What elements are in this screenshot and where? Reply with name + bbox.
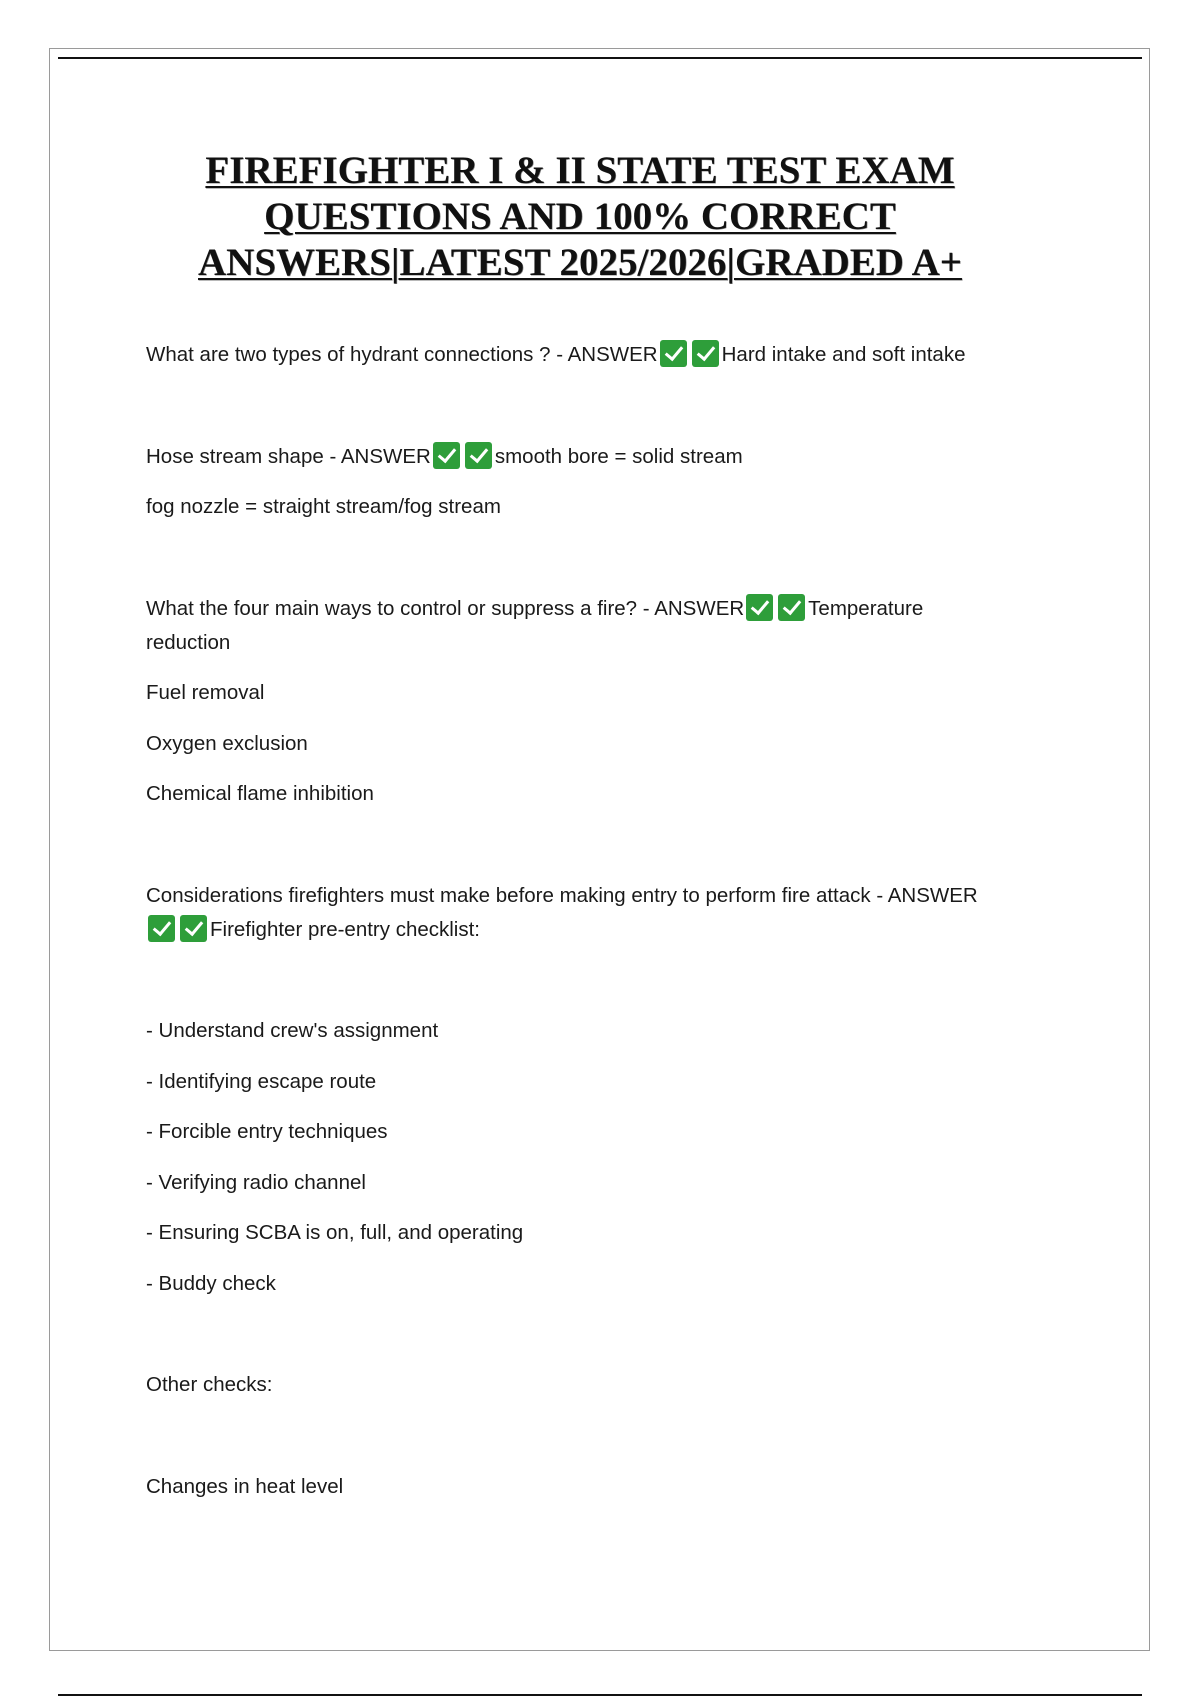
answer-marker: - ANSWER xyxy=(642,596,745,620)
answer-marker: - ANSWER xyxy=(876,883,978,907)
checklist-item: - Understand crew's assignment xyxy=(146,1019,439,1042)
answer-line: Fuel removal xyxy=(146,681,265,704)
top-rule xyxy=(58,57,1142,59)
qa-item xyxy=(146,440,1046,474)
document-title xyxy=(150,148,1010,286)
answer-line: Chemical flame inhibition xyxy=(146,782,374,805)
question-text: What are two types of hydrant connections ? xyxy=(146,343,551,366)
check-mark-icon xyxy=(180,915,207,942)
checklist-item: - Forcible entry techniques xyxy=(146,1120,388,1143)
answer-line: Oxygen exclusion xyxy=(146,731,308,755)
title-line: QUESTIONS AND 100% CORRECT xyxy=(264,195,896,238)
answer-text: Temperature reduction xyxy=(146,596,924,654)
question-text: Considerations firefighters must make before making entry to perform fire attack xyxy=(146,883,871,907)
qa-item xyxy=(146,879,1006,947)
other-checks-heading: Other checks: xyxy=(146,1373,273,1396)
bottom-rule xyxy=(58,1694,1142,1696)
checklist-item: - Buddy check xyxy=(146,1271,276,1295)
answer-marker: - ANSWER xyxy=(556,343,658,366)
qa-item xyxy=(146,592,996,660)
other-check-item: Changes in heat level xyxy=(146,1474,344,1498)
qa-content xyxy=(146,338,1046,1520)
answer-text: Firefighter pre-entry checklist: xyxy=(210,917,481,941)
question-text: Hose stream shape xyxy=(146,444,324,468)
answer-text: Hard intake and soft intake xyxy=(721,343,966,366)
check-mark-icon xyxy=(148,915,175,942)
checklist-item: - Ensuring SCBA is on, full, and operating xyxy=(146,1221,524,1244)
check-mark-icon xyxy=(692,340,719,367)
check-mark-icon xyxy=(433,442,460,469)
answer-text: smooth bore = solid stream xyxy=(494,444,743,468)
check-mark-icon xyxy=(746,594,773,621)
answer-marker: - ANSWER xyxy=(329,444,431,468)
question-text: What the four main ways to control or suppress a fire? xyxy=(146,596,638,620)
title-line: ANSWERS|LATEST 2025/2026|GRADED A+ xyxy=(198,241,962,284)
check-mark-icon xyxy=(778,594,805,621)
checklist-item: - Verifying radio channel xyxy=(146,1170,366,1194)
checklist-item: - Identifying escape route xyxy=(146,1069,377,1093)
title-line: FIREFIGHTER I & II STATE TEST EXAM xyxy=(205,149,955,192)
qa-item xyxy=(146,338,1046,372)
answer-line: fog nozzle = straight stream/fog stream xyxy=(146,495,501,518)
check-mark-icon xyxy=(465,442,492,469)
check-mark-icon xyxy=(660,340,687,367)
